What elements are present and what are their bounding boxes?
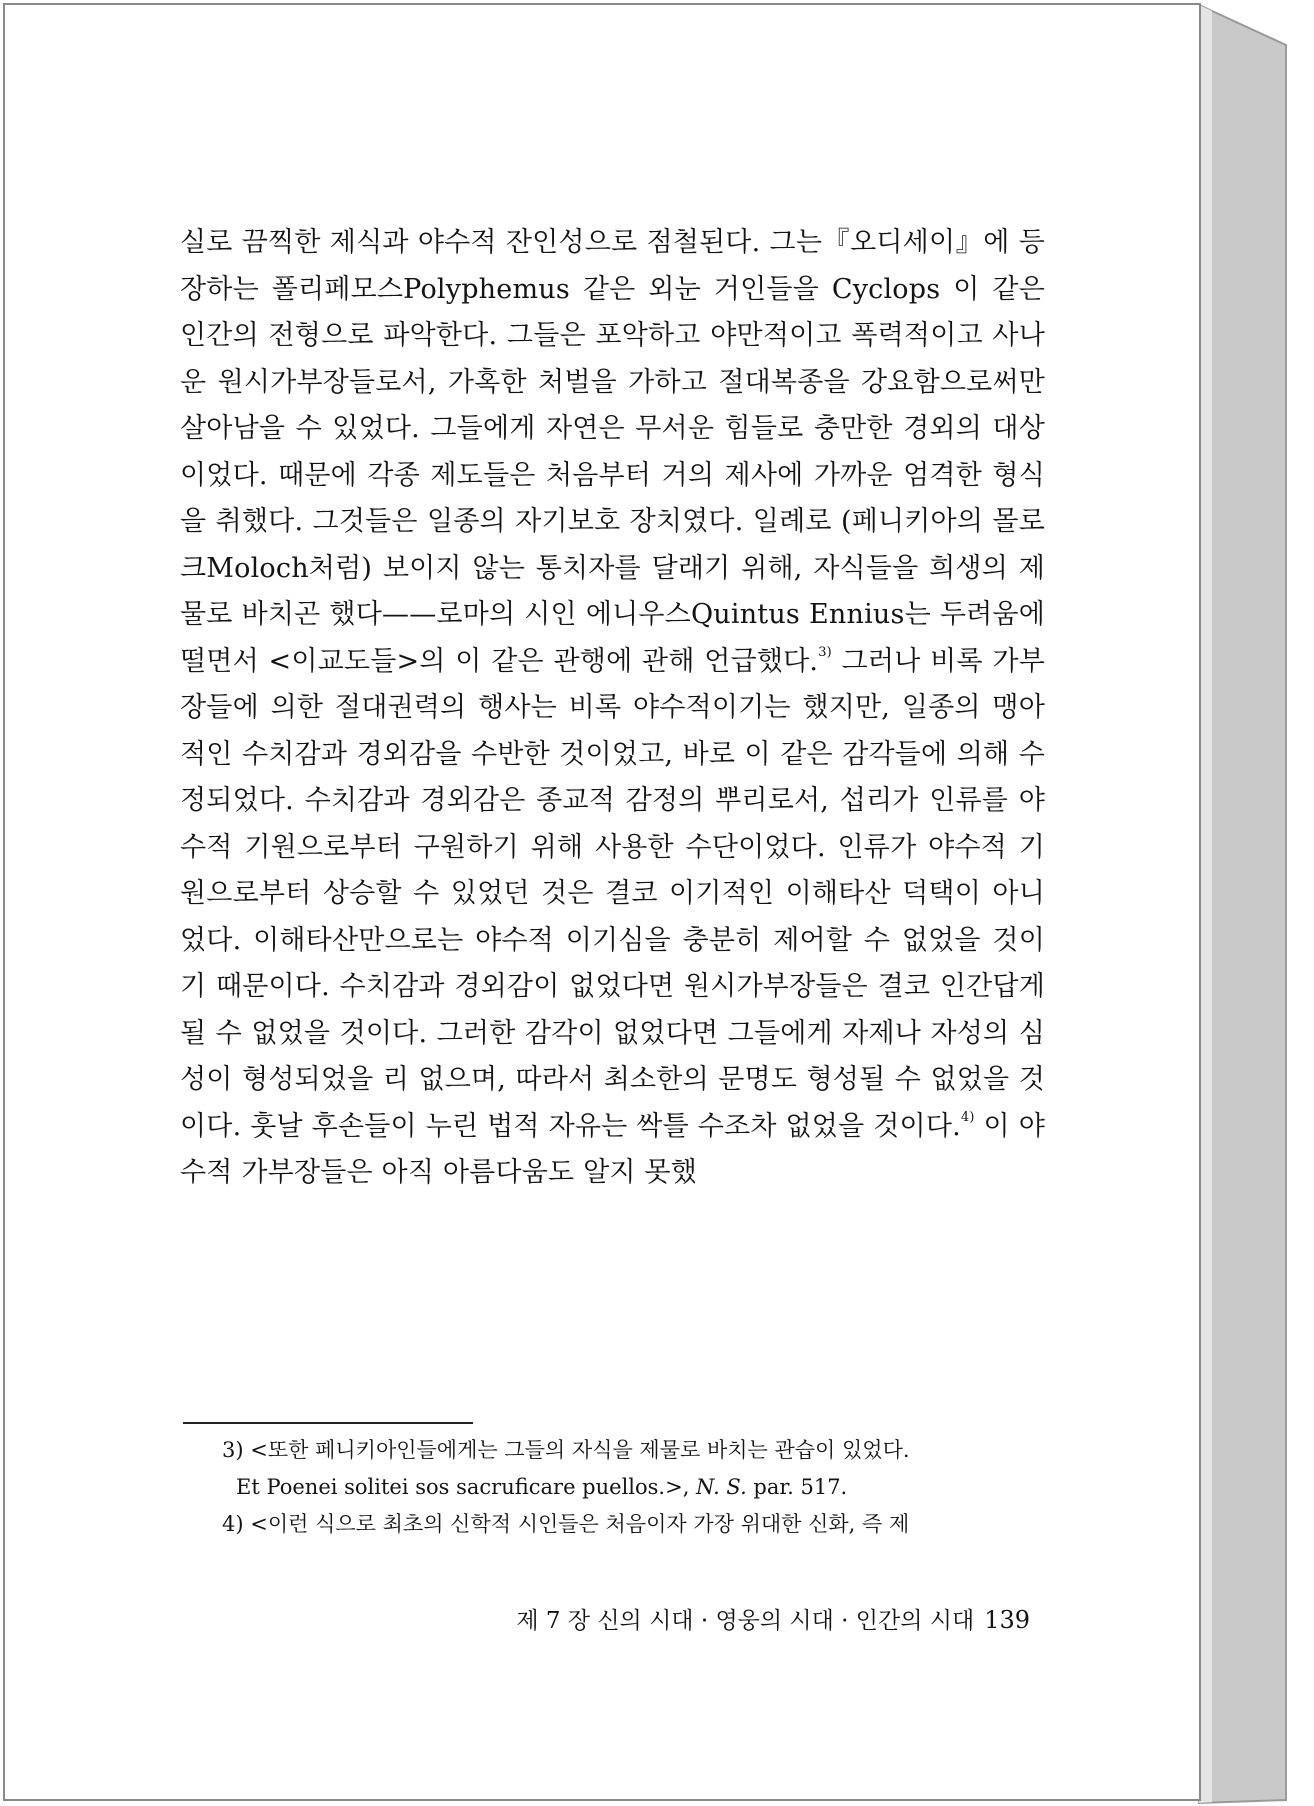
footnotes xyxy=(222,1432,1042,1543)
chapter-title: 제 7 장 신의 시대 · 영웅의 시대 · 인간의 시대 xyxy=(516,1608,975,1634)
footnote-text: <이런 식으로 최초의 신학적 시인들은 처음이자 가장 위대한 신화, 즉 제 xyxy=(250,1512,910,1536)
footnote-citation-paragraph: par. 517. xyxy=(746,1475,848,1499)
footnote-text: <또한 페니키아인들에게는 그들의 자식을 제물로 바치는 관습이 있었다. xyxy=(250,1438,910,1462)
footnote-latin-quote: Et Poenei solitei sos sacruficare puellos.>, xyxy=(236,1475,697,1499)
paragraph-part-2: 그러나 비록 가부장들에 의한 절대권력의 행사는 비록 야수적이기는 했지만, 일종의 맹아적인 수치감과 경외감을 수반한 것이었고, 바로 이 같은 감각들에 의해 수정되었다. 수치감과 경외감은 종교적 감정의 뿌리로서, 섭리가 인류를 야수적 기원으로부터 구원하기 위해 사용한 수단이었다. 인류가 야수적 기원으로부터 상승할 수 있었던 것은 결코 이기적인 이해타산 덕택이 아니었다. 이해타산만으로는 야수적 이기심을 충분히 제어할 수 없었을 것이기 때문이다. 수치감과 경외감이 없었다면 원시가부장들은 결코 인간답게 될 수 없었을 것이다. 그러한 감각이 없었다면 그들에게 자제나 자성의 심성이 형성되었을 리 없으며, 따라서 최소한의 문명도 형성될 수 없었을 것이다. 훗날 후손들이 누린 법적 자유는 싹틀 수조차 없었을 것이다. xyxy=(180,645,1045,1142)
paragraph-part-1: 실로 끔찍한 제식과 야수적 잔인성으로 점철된다. 그는『오디세이』에 등장하는 폴리페모스Polyphemus 같은 외눈 거인들을 Cyclops 이 같은 인간의 전형으로 파악한다. 그들은 포악하고 야만적이고 폭력적이고 사나운 원시가부장들로서, 가혹한 처벌을 가하고 절대복종을 강요함으로써만 살아남을 수 있었다. 그들에게 자연은 무서운 힘들로 충만한 경외의 대상이었다. 때문에 각종 제도들은 처음부터 거의 제사에 가까운 엄격한 형식을 취했다. 그것들은 일종의 자기보호 장치였다. 일례로 (페니키아의 몰로크Moloch처럼) 보이지 않는 통치자를 달래기 위해, 자식들을 희생의 제물로 바치곤 했다——로마의 시인 에니우스Quintus Ennius는 두려움에 떨면서 <이교도들>의 이 같은 관행에 관해 언급했다. xyxy=(180,227,1045,677)
book-side-face xyxy=(1199,5,1286,1803)
footnote-number: 4) xyxy=(222,1512,244,1536)
main-paragraph xyxy=(180,220,1045,1197)
footnote-number: 3) xyxy=(222,1438,244,1462)
footnote-separator xyxy=(183,1422,473,1424)
running-footer xyxy=(470,1602,1030,1635)
footnote-ref-3[interactable]: 3) xyxy=(818,644,832,660)
footnote-citation-source: N. S. xyxy=(696,1475,747,1499)
paragraph-part-3: 이 야수적 가부장들은 아직 아름다움도 알지 못했 xyxy=(180,1110,1045,1188)
page-number: 139 xyxy=(984,1606,1030,1634)
footnote-3 xyxy=(222,1432,1042,1469)
footnote-ref-4[interactable]: 4) xyxy=(960,1109,975,1125)
footnote-3-continuation xyxy=(222,1469,1042,1506)
footnote-4 xyxy=(222,1506,1042,1543)
